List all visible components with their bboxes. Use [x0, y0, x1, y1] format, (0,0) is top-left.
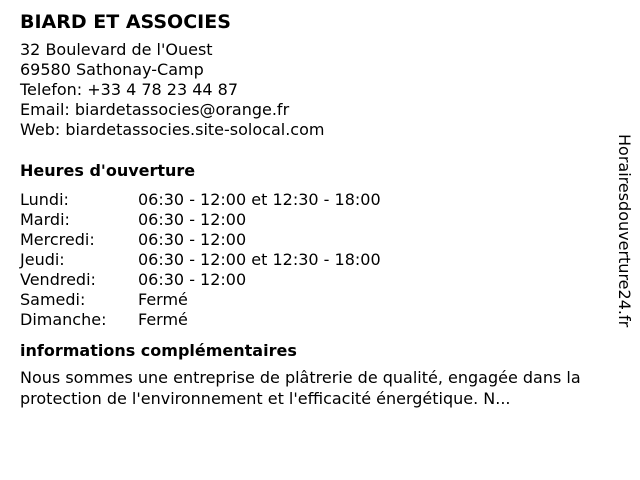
hours-day: Vendredi: [20, 270, 96, 289]
hours-time: 06:30 - 12:00 [138, 230, 247, 249]
hours-day: Mercredi: [20, 230, 95, 249]
info-text: Nous sommes une entreprise de plâtrerie de qualité, engagée dans la protection de l'environnement et l'efficacité énergétique. N... [20, 368, 581, 408]
hours-row [20, 310, 620, 330]
business-card [20, 10, 620, 409]
address-city: 69580 Sathonay-Camp [20, 60, 204, 79]
hours-day: Samedi: [20, 290, 86, 309]
hours-row [20, 210, 620, 230]
info-title: informations complémentaires [20, 341, 297, 360]
hours-time: 06:30 - 12:00 [138, 270, 247, 289]
web-text: Web: biardetassocies.site-solocal.com [20, 120, 325, 139]
hours-time: 06:30 - 12:00 et 12:30 - 18:00 [138, 250, 381, 269]
hours-day: Mardi: [20, 210, 70, 229]
hours-row [20, 190, 620, 210]
hours-time: 06:30 - 12:00 [138, 210, 247, 229]
hours-row [20, 270, 620, 290]
business-name: BIARD ET ASSOCIES [20, 11, 231, 33]
email-text: Email: biardetassocies@orange.fr [20, 100, 290, 119]
hours-list [20, 190, 620, 330]
hours-day: Dimanche: [20, 310, 107, 329]
hours-time: Fermé [138, 290, 188, 309]
hours-title: Heures d'ouverture [20, 161, 196, 180]
contact-block [20, 40, 620, 140]
address-street: 32 Boulevard de l'Ouest [20, 40, 213, 59]
hours-time: Fermé [138, 310, 188, 329]
phone-text: Telefon: +33 4 78 23 44 87 [20, 80, 239, 99]
hours-row [20, 250, 620, 270]
hours-time: 06:30 - 12:00 et 12:30 - 18:00 [138, 190, 381, 209]
hours-row [20, 230, 620, 250]
hours-day: Lundi: [20, 190, 69, 209]
side-brand-text: Horairesdouverture24.fr [615, 134, 634, 328]
hours-row [20, 290, 620, 310]
hours-day: Jeudi: [20, 250, 65, 269]
